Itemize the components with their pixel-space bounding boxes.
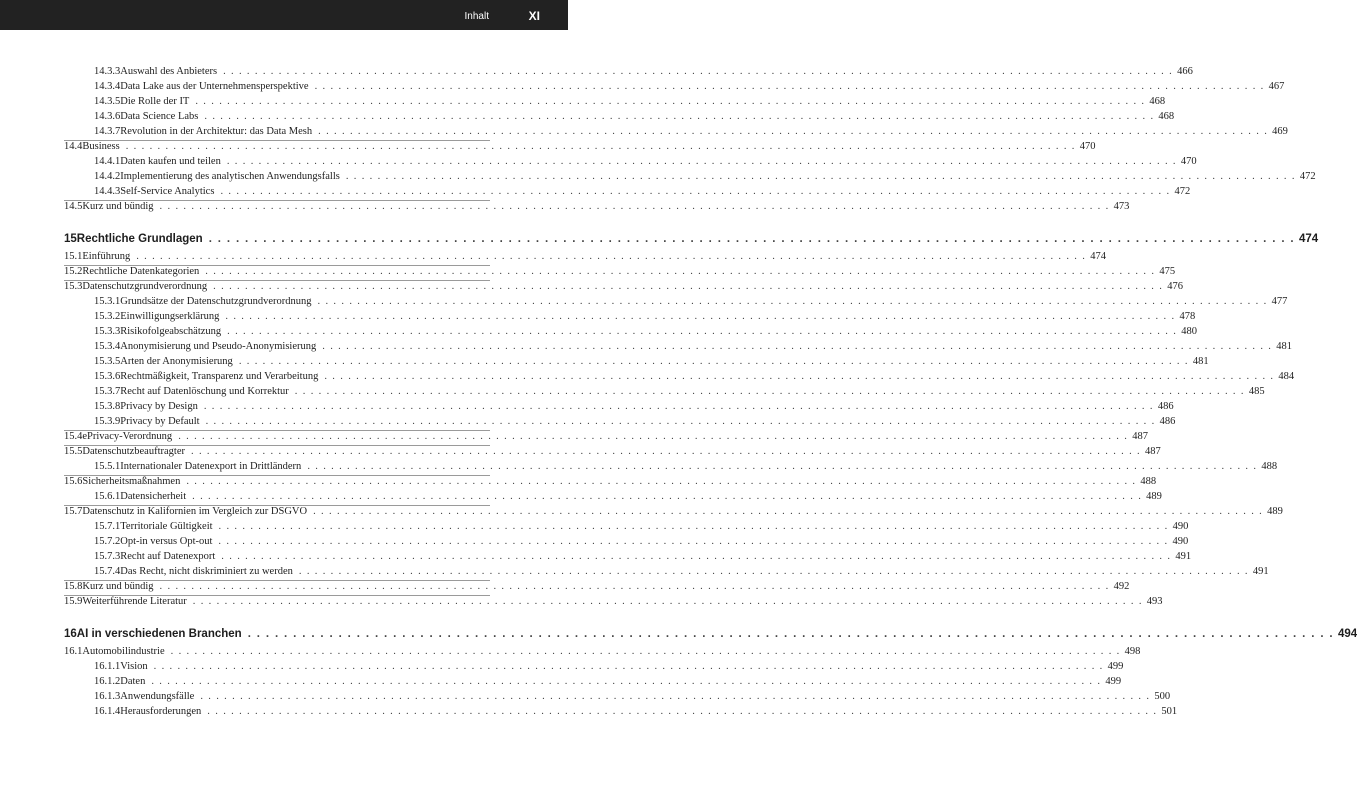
toc-leader-dots: . . . . . . . . . . . . . . . . . . . . . . . . . . . . . . . . . . . . . . . . . . . . . . . . . . . . . . . . . . . . . . . . . . . . . . . . . . . . . . . . . . . . . . . . . . . . . . . . . . . . . . . . . . . . . . . . . . . . . . . .	[314, 81, 1265, 92]
toc-entry-number: 15.6.1	[94, 491, 121, 502]
toc-subsection-entry[interactable]	[64, 691, 1171, 706]
table-of-contents	[64, 66, 1357, 721]
toc-entry-title: Anwendungsfälle	[120, 691, 195, 702]
toc-entry-page: 490	[1172, 536, 1189, 547]
toc-subsection-entry[interactable]	[64, 156, 1197, 171]
toc-leader-dots: . . . . . . . . . . . . . . . . . . . . . . . . . . . . . . . . . . . . . . . . . . . . . . . . . . . . . . . . . . . . . . . . . . . . . . . . . . . . . . . . . . . . . . . . . . . . . . . . . . . . . . . . . . . . . . . . . . . . . . . .	[204, 111, 1155, 122]
toc-subsection-entry[interactable]	[64, 126, 1288, 141]
toc-entry-page: 494	[1337, 628, 1357, 640]
toc-entry-page: 475	[1159, 266, 1176, 277]
toc-entry-number: 16.1.1	[94, 661, 121, 672]
toc-leader-dots: . . . . . . . . . . . . . . . . . . . . . . . . . . . . . . . . . . . . . . . . . . . . . . . . . . . . . . . . . . . . . . . . . . . . . . . . . . . . . . . . . . . . . . . . . . . . . . . . . . . . . . . . . . . . . . . . . . . . . . . .	[322, 341, 1273, 352]
toc-entry-page: 480	[1181, 326, 1197, 337]
toc-entry-number: 15.2	[64, 266, 83, 277]
toc-entry-page: 491	[1175, 551, 1192, 562]
toc-entry-number: 15.3.8	[94, 401, 121, 412]
toc-subsection-entry[interactable]	[64, 416, 1176, 431]
toc-leader-dots: . . . . . . . . . . . . . . . . . . . . . . . . . . . . . . . . . . . . . . . . . . . . . . . . . . . . . . . . . . . . . . . . . . . . . . . . . . . . . . . . . . . . . . . . . . . . . . . . . . . . . . . . . . . . . . . . . . . . . . . .	[294, 386, 1245, 397]
toc-entry-title: Privacy by Default	[120, 416, 200, 427]
toc-subsection-entry[interactable]	[64, 706, 1178, 721]
toc-entry-title: Business	[82, 141, 120, 152]
toc-subsection-entry[interactable]	[64, 356, 1209, 371]
toc-entry-number: 16.1.3	[94, 691, 121, 702]
toc-entry-page: 470	[1180, 156, 1197, 167]
toc-entry-page: 486	[1159, 416, 1176, 427]
toc-entry-title: Anonymisierung und Pseudo-Anonymisierung	[120, 341, 317, 352]
toc-leader-dots: . . . . . . . . . . . . . . . . . . . . . . . . . . . . . . . . . . . . . . . . . . . . . . . . . . . . . . . . . . . . . . . . . . . . . . . . . . . . . . . . . . . . . . . . . . . . . . . . . . . . . . . . . . . . . . . . . . . . . . . .	[318, 126, 1269, 137]
toc-entry-number: 14.5	[64, 201, 83, 212]
toc-entry-number: 15.3.6	[94, 371, 121, 382]
toc-leader-dots: . . . . . . . . . . . . . . . . . . . . . . . . . . . . . . . . . . . . . . . . . . . . . . . . . . . . . . . . . . . . . . . . . . . . . . . . . . . . . . . . . . . . . . . . . . . . . . . . . . . . . . . . . . . . . . . . . . . . . . . .	[178, 431, 1129, 442]
toc-entry-page: 498	[1124, 646, 1141, 657]
toc-entry-page: 468	[1158, 111, 1175, 122]
toc-entry-title: Datensicherheit	[120, 491, 187, 502]
toc-subsection-entry[interactable]	[64, 551, 1192, 566]
toc-entry-number: 14.4.2	[94, 171, 121, 182]
toc-leader-dots: . . . . . . . . . . . . . . . . . . . . . . . . . . . . . . . . . . . . . . . . . . . . . . . . . . . . . . . . . . . . . . . . . . . . . . . . . . . . . . . . . . . . . . . . . . . . . . . . . . . . . . . . . . . . . . . . . . . . . . . .	[226, 156, 1177, 167]
toc-section-entry[interactable]	[64, 581, 1130, 596]
toc-leader-dots: . . . . . . . . . . . . . . . . . . . . . . . . . . . . . . . . . . . . . . . . . . . . . . . . . . . . . . . . . . . . . . . . . . . . . . . . . . . . . . . . . . . . . . . . . . . . . . . . . . . . . . . . . . . . . . . . . . . . . . . .	[191, 446, 1142, 457]
toc-subsection-entry[interactable]	[64, 536, 1189, 551]
toc-leader-dots: . . . . . . . . . . . . . . . . . . . . . . . . . . . . . . . . . . . . . . . . . . . . . . . . . . . . . . . . . . . . . . . . . . . . . . . . . . . . . . . . . . . . . . . . . . . . . . . . . . . . . . . . . . . . . . . . . . . . . . . .	[247, 628, 1334, 640]
toc-subsection-entry[interactable]	[64, 401, 1174, 416]
toc-leader-dots: . . . . . . . . . . . . . . . . . . . . . . . . . . . . . . . . . . . . . . . . . . . . . . . . . . . . . . . . . . . . . . . . . . . . . . . . . . . . . . . . . . . . . . . . . . . . . . . . . . . . . . . . . . . . . . . . . . . . . . . .	[221, 551, 1172, 562]
toc-entry-page: 474	[1090, 251, 1106, 262]
toc-subsection-entry[interactable]	[64, 186, 1191, 201]
toc-entry-number: 16.1.2	[94, 676, 121, 687]
toc-subsection-entry[interactable]	[64, 371, 1295, 386]
toc-leader-dots: . . . . . . . . . . . . . . . . . . . . . . . . . . . . . . . . . . . . . . . . . . . . . . . . . . . . . . . . . . . . . . . . . . . . . . . . . . . . . . . . . . . . . . . . . . . . . . . . . . . . . . . . . . . . . . . . . . . . . . . .	[317, 296, 1268, 307]
toc-entry-title: Rechtliche Datenkategorien	[82, 266, 200, 277]
toc-entry-title: Automobilindustrie	[82, 646, 165, 657]
toc-entry-number: 15.5.1	[94, 461, 121, 472]
toc-entry-page: 478	[1179, 311, 1196, 322]
toc-leader-dots: . . . . . . . . . . . . . . . . . . . . . . . . . . . . . . . . . . . . . . . . . . . . . . . . . . . . . . . . . . . . . . . . . . . . . . . . . . . . . . . . . . . . . . . . . . . . . . . . . . . . . . . . . . . . . . . . . . . . . . . .	[159, 581, 1110, 592]
toc-entry-number: 16.1	[64, 646, 83, 657]
toc-entry-page: 472	[1174, 186, 1191, 197]
toc-leader-dots: . . . . . . . . . . . . . . . . . . . . . . . . . . . . . . . . . . . . . . . . . . . . . . . . . . . . . . . . . . . . . . . . . . . . . . . . . . . . . . . . . . . . . . . . . . . . . . . . . . . . . . . . . . . . . . . . . . . . . . . .	[159, 201, 1110, 212]
toc-entry-number: 15.6	[64, 476, 83, 487]
toc-section-entry[interactable]	[64, 596, 1163, 611]
running-header-section: Inhalt	[464, 11, 489, 22]
toc-entry-page: 491	[1252, 566, 1269, 577]
toc-section-entry[interactable]	[64, 251, 1106, 266]
toc-entry-page: 488	[1140, 476, 1157, 487]
toc-leader-dots: . . . . . . . . . . . . . . . . . . . . . . . . . . . . . . . . . . . . . . . . . . . . . . . . . . . . . . . . . . . . . . . . . . . . . . . . . . . . . . . . . . . . . . . . . . . . . . . . . . . . . . . . . . . . . . . . . . . . . . . .	[170, 646, 1121, 657]
toc-entry-number: 15.3.4	[94, 341, 121, 352]
toc-leader-dots: . . . . . . . . . . . . . . . . . . . . . . . . . . . . . . . . . . . . . . . . . . . . . . . . . . . . . . . . . . . . . . . . . . . . . . . . . . . . . . . . . . . . . . . . . . . . . . . . . . . . . . . . . . . . . . . . . . . . . . . .	[195, 96, 1146, 107]
toc-leader-dots: . . . . . . . . . . . . . . . . . . . . . . . . . . . . . . . . . . . . . . . . . . . . . . . . . . . . . . . . . . . . . . . . . . . . . . . . . . . . . . . . . . . . . . . . . . . . . . . . . . . . . . . . . . . . . . . . . . . . . . . .	[125, 141, 1076, 152]
toc-section-entry[interactable]	[64, 141, 1096, 156]
toc-entry-page: 493	[1146, 596, 1163, 607]
toc-entry-title: Auswahl des Anbieters	[120, 66, 218, 77]
toc-entry-number: 15.3.7	[94, 386, 121, 397]
toc-leader-dots: . . . . . . . . . . . . . . . . . . . . . . . . . . . . . . . . . . . . . . . . . . . . . . . . . . . . . . . . . . . . . . . . . . . . . . . . . . . . . . . . . . . . . . . . . . . . . . . . . . . . . . . . . . . . . . . . . . . . . . . .	[203, 401, 1154, 412]
toc-entry-number: 15.7.2	[94, 536, 121, 547]
toc-entry-number: 14.3.7	[94, 126, 121, 137]
toc-entry-number: 14.3.5	[94, 96, 121, 107]
toc-leader-dots: . . . . . . . . . . . . . . . . . . . . . . . . . . . . . . . . . . . . . . . . . . . . . . . . . . . . . . . . . . . . . . . . . . . . . . . . . . . . . . . . . . . . . . . . . . . . . . . . . . . . . . . . . . . . . . . . . . . . . . . .	[136, 251, 1087, 262]
toc-section-entry[interactable]	[64, 201, 1130, 216]
toc-leader-dots: . . . . . . . . . . . . . . . . . . . . . . . . . . . . . . . . . . . . . . . . . . . . . . . . . . . . . . . . . . . . . . . . . . . . . . . . . . . . . . . . . . . . . . . . . . . . . . . . . . . . . . . . . . . . . . . . . . . . . . . .	[223, 66, 1174, 77]
toc-section-entry[interactable]	[64, 446, 1161, 461]
toc-entry-number: 15.5	[64, 446, 83, 457]
toc-subsection-entry[interactable]	[64, 326, 1197, 341]
toc-entry-title: Datenschutzbeauftragter	[82, 446, 185, 457]
toc-entry-page: 499	[1105, 676, 1122, 687]
toc-leader-dots: . . . . . . . . . . . . . . . . . . . . . . . . . . . . . . . . . . . . . . . . . . . . . . . . . . . . . . . . . . . . . . . . . . . . . . . . . . . . . . . . . . . . . . . . . . . . . . . . . . . . . . . . . . . . . . . . . . . . . . . .	[225, 311, 1176, 322]
toc-leader-dots: . . . . . . . . . . . . . . . . . . . . . . . . . . . . . . . . . . . . . . . . . . . . . . . . . . . . . . . . . . . . . . . . . . . . . . . . . . . . . . . . . . . . . . . . . . . . . . . . . . . . . . . . . . . . . . . . . . . . . . . .	[208, 233, 1295, 245]
toc-entry-page: 488	[1261, 461, 1278, 472]
toc-leader-dots: . . . . . . . . . . . . . . . . . . . . . . . . . . . . . . . . . . . . . . . . . . . . . . . . . . . . . . . . . . . . . . . . . . . . . . . . . . . . . . . . . . . . . . . . . . . . . . . . . . . . . . . . . . . . . . . . . . . . . . . .	[186, 476, 1137, 487]
toc-subsection-entry[interactable]	[64, 111, 1175, 126]
toc-entry-page: 490	[1172, 521, 1189, 532]
toc-entry-title: Das Recht, nicht diskriminiert zu werden	[120, 566, 293, 577]
toc-entry-title: AI in verschiedenen Branchen	[76, 628, 242, 640]
toc-entry-page: 472	[1299, 171, 1316, 182]
toc-entry-number: 14.3.3	[94, 66, 121, 77]
toc-entry-page: 474	[1298, 233, 1319, 245]
toc-leader-dots: . . . . . . . . . . . . . . . . . . . . . . . . . . . . . . . . . . . . . . . . . . . . . . . . . . . . . . . . . . . . . . . . . . . . . . . . . . . . . . . . . . . . . . . . . . . . . . . . . . . . . . . . . . . . . . . . . . . . . . . .	[324, 371, 1275, 382]
toc-entry-title: Implementierung des analytischen Anwendungsfalls	[120, 171, 340, 182]
toc-entry-page: 499	[1107, 661, 1124, 672]
toc-entry-page: 487	[1145, 446, 1161, 457]
toc-entry-number: 15.7.3	[94, 551, 121, 562]
toc-leader-dots: . . . . . . . . . . . . . . . . . . . . . . . . . . . . . . . . . . . . . . . . . . . . . . . . . . . . . . . . . . . . . . . . . . . . . . . . . . . . . . . . . . . . . . . . . . . . . . . . . . . . . . . . . . . . . . . . . . . . . . . .	[313, 506, 1264, 517]
toc-leader-dots: . . . . . . . . . . . . . . . . . . . . . . . . . . . . . . . . . . . . . . . . . . . . . . . . . . . . . . . . . . . . . . . . . . . . . . . . . . . . . . . . . . . . . . . . . . . . . . . . . . . . . . . . . . . . . . . . . . . . . . . .	[207, 706, 1158, 717]
toc-subsection-entry[interactable]	[64, 566, 1269, 581]
toc-entry-title: Herausforderungen	[120, 706, 202, 717]
toc-subsection-entry[interactable]	[64, 296, 1288, 311]
toc-entry-title: Daten	[120, 676, 146, 687]
toc-entry-title: Daten kaufen und teilen	[120, 156, 221, 167]
toc-entry-title: Sicherheitsmaßnahmen	[82, 476, 181, 487]
toc-entry-title: Rechtliche Grundlagen	[76, 233, 203, 245]
toc-entry-number: 14.4	[64, 141, 83, 152]
toc-subsection-entry[interactable]	[64, 491, 1162, 506]
toc-leader-dots: . . . . . . . . . . . . . . . . . . . . . . . . . . . . . . . . . . . . . . . . . . . . . . . . . . . . . . . . . . . . . . . . . . . . . . . . . . . . . . . . . . . . . . . . . . . . . . . . . . . . . . . . . . . . . . . . . . . . . . . .	[238, 356, 1189, 367]
toc-entry-title: Arten der Anonymisierung	[120, 356, 233, 367]
toc-entry-number: 15.9	[64, 596, 83, 607]
toc-entry-title: Kurz und bündig	[82, 201, 154, 212]
toc-entry-page: 473	[1113, 201, 1130, 212]
toc-entry-page: 484	[1278, 371, 1295, 382]
running-header-page-number: XI	[528, 9, 540, 23]
toc-entry-number: 14.4.3	[94, 186, 121, 197]
toc-entry-page: 466	[1177, 66, 1193, 77]
toc-entry-title: Internationaler Datenexport in Drittländern	[120, 461, 302, 472]
toc-entry-number: 15.3.1	[94, 296, 121, 307]
toc-subsection-entry[interactable]	[64, 661, 1124, 676]
toc-leader-dots: . . . . . . . . . . . . . . . . . . . . . . . . . . . . . . . . . . . . . . . . . . . . . . . . . . . . . . . . . . . . . . . . . . . . . . . . . . . . . . . . . . . . . . . . . . . . . . . . . . . . . . . . . . . . . . . . . . . . . . . .	[153, 661, 1104, 672]
toc-entry-title: Opt-in versus Opt-out	[120, 536, 213, 547]
toc-leader-dots: . . . . . . . . . . . . . . . . . . . . . . . . . . . . . . . . . . . . . . . . . . . . . . . . . . . . . . . . . . . . . . . . . . . . . . . . . . . . . . . . . . . . . . . . . . . . . . . . . . . . . . . . . . . . . . . . . . . . . . . .	[220, 186, 1171, 197]
toc-entry-title: ePrivacy-Verordnung	[82, 431, 173, 442]
toc-entry-title: Data Science Labs	[120, 111, 199, 122]
toc-subsection-entry[interactable]	[64, 96, 1166, 111]
toc-section-entry[interactable]	[64, 506, 1283, 521]
toc-entry-number: 15.3.3	[94, 326, 121, 337]
toc-entry-page: 477	[1271, 296, 1288, 307]
toc-entry-title: Vision	[120, 661, 148, 672]
toc-subsection-entry[interactable]	[64, 81, 1285, 96]
toc-leader-dots: . . . . . . . . . . . . . . . . . . . . . . . . . . . . . . . . . . . . . . . . . . . . . . . . . . . . . . . . . . . . . . . . . . . . . . . . . . . . . . . . . . . . . . . . . . . . . . . . . . . . . . . . . . . . . . . . . . . . . . . .	[218, 536, 1169, 547]
toc-entry-page: 470	[1079, 141, 1096, 152]
toc-entry-title: Self-Service Analytics	[120, 186, 215, 197]
toc-entry-title: Rechtmäßigkeit, Transparenz und Verarbeitung	[120, 371, 319, 382]
toc-entry-title: Territoriale Gültigkeit	[120, 521, 213, 532]
toc-leader-dots: . . . . . . . . . . . . . . . . . . . . . . . . . . . . . . . . . . . . . . . . . . . . . . . . . . . . . . . . . . . . . . . . . . . . . . . . . . . . . . . . . . . . . . . . . . . . . . . . . . . . . . . . . . . . . . . . . . . . . . . .	[298, 566, 1249, 577]
toc-entry-title: Einführung	[82, 251, 131, 262]
toc-leader-dots: . . . . . . . . . . . . . . . . . . . . . . . . . . . . . . . . . . . . . . . . . . . . . . . . . . . . . . . . . . . . . . . . . . . . . . . . . . . . . . . . . . . . . . . . . . . . . . . . . . . . . . . . . . . . . . . . . . . . . . . .	[227, 326, 1178, 337]
toc-entry-page: 467	[1268, 81, 1285, 92]
toc-subsection-entry[interactable]	[64, 386, 1265, 401]
toc-section-entry[interactable]	[64, 476, 1157, 491]
toc-leader-dots: . . . . . . . . . . . . . . . . . . . . . . . . . . . . . . . . . . . . . . . . . . . . . . . . . . . . . . . . . . . . . . . . . . . . . . . . . . . . . . . . . . . . . . . . . . . . . . . . . . . . . . . . . . . . . . . . . . . . . . . .	[213, 281, 1164, 292]
toc-entry-page: 486	[1157, 401, 1174, 412]
toc-leader-dots: . . . . . . . . . . . . . . . . . . . . . . . . . . . . . . . . . . . . . . . . . . . . . . . . . . . . . . . . . . . . . . . . . . . . . . . . . . . . . . . . . . . . . . . . . . . . . . . . . . . . . . . . . . . . . . . . . . . . . . . .	[218, 521, 1169, 532]
toc-entry-number: 16	[64, 628, 77, 640]
toc-entry-title: Einwilligungserklärung	[120, 311, 220, 322]
toc-chapter-entry[interactable]	[64, 233, 1319, 251]
toc-section-entry[interactable]	[64, 266, 1176, 281]
toc-entry-number: 15.7.1	[94, 521, 121, 532]
toc-entry-page: 481	[1276, 341, 1293, 352]
page-header-bar	[0, 0, 568, 30]
toc-leader-dots: . . . . . . . . . . . . . . . . . . . . . . . . . . . . . . . . . . . . . . . . . . . . . . . . . . . . . . . . . . . . . . . . . . . . . . . . . . . . . . . . . . . . . . . . . . . . . . . . . . . . . . . . . . . . . . . . . . . . . . . .	[205, 266, 1156, 277]
toc-entry-title: Grundsätze der Datenschutzgrundverordnung	[120, 296, 312, 307]
toc-leader-dots: . . . . . . . . . . . . . . . . . . . . . . . . . . . . . . . . . . . . . . . . . . . . . . . . . . . . . . . . . . . . . . . . . . . . . . . . . . . . . . . . . . . . . . . . . . . . . . . . . . . . . . . . . . . . . . . . . . . . . . . .	[192, 596, 1143, 607]
toc-entry-title: Datenschutzgrundverordnung	[82, 281, 208, 292]
toc-leader-dots: . . . . . . . . . . . . . . . . . . . . . . . . . . . . . . . . . . . . . . . . . . . . . . . . . . . . . . . . . . . . . . . . . . . . . . . . . . . . . . . . . . . . . . . . . . . . . . . . . . . . . . . . . . . . . . . . . . . . . . . .	[307, 461, 1258, 472]
toc-subsection-entry[interactable]	[64, 341, 1293, 356]
toc-entry-page: 489	[1267, 506, 1283, 517]
toc-entry-page: 492	[1113, 581, 1130, 592]
toc-entry-title: Datenschutz in Kalifornien im Vergleich zur DSGVO	[82, 506, 308, 517]
chapter-gap	[64, 611, 490, 628]
toc-entry-page: 481	[1192, 356, 1209, 367]
toc-section-entry[interactable]	[64, 646, 1141, 661]
toc-entry-number: 16.1.4	[94, 706, 121, 717]
toc-subsection-entry[interactable]	[64, 66, 1193, 81]
toc-leader-dots: . . . . . . . . . . . . . . . . . . . . . . . . . . . . . . . . . . . . . . . . . . . . . . . . . . . . . . . . . . . . . . . . . . . . . . . . . . . . . . . . . . . . . . . . . . . . . . . . . . . . . . . . . . . . . . . . . . . . . . . .	[200, 691, 1151, 702]
toc-leader-dots: . . . . . . . . . . . . . . . . . . . . . . . . . . . . . . . . . . . . . . . . . . . . . . . . . . . . . . . . . . . . . . . . . . . . . . . . . . . . . . . . . . . . . . . . . . . . . . . . . . . . . . . . . . . . . . . . . . . . . . . .	[192, 491, 1143, 502]
toc-entry-number: 15	[64, 233, 77, 245]
toc-entry-number: 15.3.9	[94, 416, 121, 427]
toc-entry-page: 500	[1154, 691, 1171, 702]
toc-entry-title: Kurz und bündig	[82, 581, 154, 592]
chapter-gap	[64, 216, 490, 233]
toc-entry-title: Recht auf Datenexport	[120, 551, 216, 562]
toc-section-entry[interactable]	[64, 281, 1183, 296]
toc-subsection-entry[interactable]	[64, 521, 1189, 536]
toc-entry-page: 501	[1161, 706, 1178, 717]
toc-entry-page: 468	[1149, 96, 1166, 107]
toc-section-entry[interactable]	[64, 431, 1148, 446]
toc-entry-title: Data Lake aus der Unternehmensperspektive	[120, 81, 309, 92]
toc-entry-title: Die Rolle der IT	[120, 96, 190, 107]
toc-entry-page: 476	[1167, 281, 1183, 292]
toc-entry-page: 469	[1272, 126, 1288, 137]
toc-entry-page: 485	[1248, 386, 1265, 397]
toc-entry-title: Risikofolgeabschätzung	[120, 326, 222, 337]
toc-entry-number: 15.3.5	[94, 356, 121, 367]
toc-entry-title: Revolution in der Architektur: das Data Mesh	[120, 126, 313, 137]
toc-subsection-entry[interactable]	[64, 676, 1122, 691]
toc-entry-number: 14.3.6	[94, 111, 121, 122]
toc-chapter-entry[interactable]	[64, 628, 1357, 646]
toc-entry-title: Recht auf Datenlöschung und Korrektur	[120, 386, 289, 397]
toc-entry-number: 15.7.4	[94, 566, 121, 577]
toc-leader-dots: . . . . . . . . . . . . . . . . . . . . . . . . . . . . . . . . . . . . . . . . . . . . . . . . . . . . . . . . . . . . . . . . . . . . . . . . . . . . . . . . . . . . . . . . . . . . . . . . . . . . . . . . . . . . . . . . . . . . . . . .	[151, 676, 1102, 687]
toc-entry-number: 14.4.1	[94, 156, 121, 167]
toc-subsection-entry[interactable]	[64, 171, 1316, 186]
toc-leader-dots: . . . . . . . . . . . . . . . . . . . . . . . . . . . . . . . . . . . . . . . . . . . . . . . . . . . . . . . . . . . . . . . . . . . . . . . . . . . . . . . . . . . . . . . . . . . . . . . . . . . . . . . . . . . . . . . . . . . . . . . .	[205, 416, 1156, 427]
toc-entry-number: 15.8	[64, 581, 83, 592]
toc-subsection-entry[interactable]	[64, 461, 1278, 476]
toc-entry-title: Weiterführende Literatur	[82, 596, 187, 607]
toc-entry-number: 14.3.4	[94, 81, 121, 92]
toc-entry-number: 15.3	[64, 281, 83, 292]
toc-subsection-entry[interactable]	[64, 311, 1196, 326]
toc-entry-number: 15.7	[64, 506, 83, 517]
toc-entry-page: 487	[1132, 431, 1148, 442]
toc-entry-number: 15.4	[64, 431, 83, 442]
toc-entry-title: Privacy by Design	[120, 401, 198, 412]
toc-entry-page: 489	[1146, 491, 1162, 502]
toc-entry-number: 15.1	[64, 251, 83, 262]
toc-leader-dots: . . . . . . . . . . . . . . . . . . . . . . . . . . . . . . . . . . . . . . . . . . . . . . . . . . . . . . . . . . . . . . . . . . . . . . . . . . . . . . . . . . . . . . . . . . . . . . . . . . . . . . . . . . . . . . . . . . . . . . . .	[345, 171, 1296, 182]
toc-entry-number: 15.3.2	[94, 311, 121, 322]
